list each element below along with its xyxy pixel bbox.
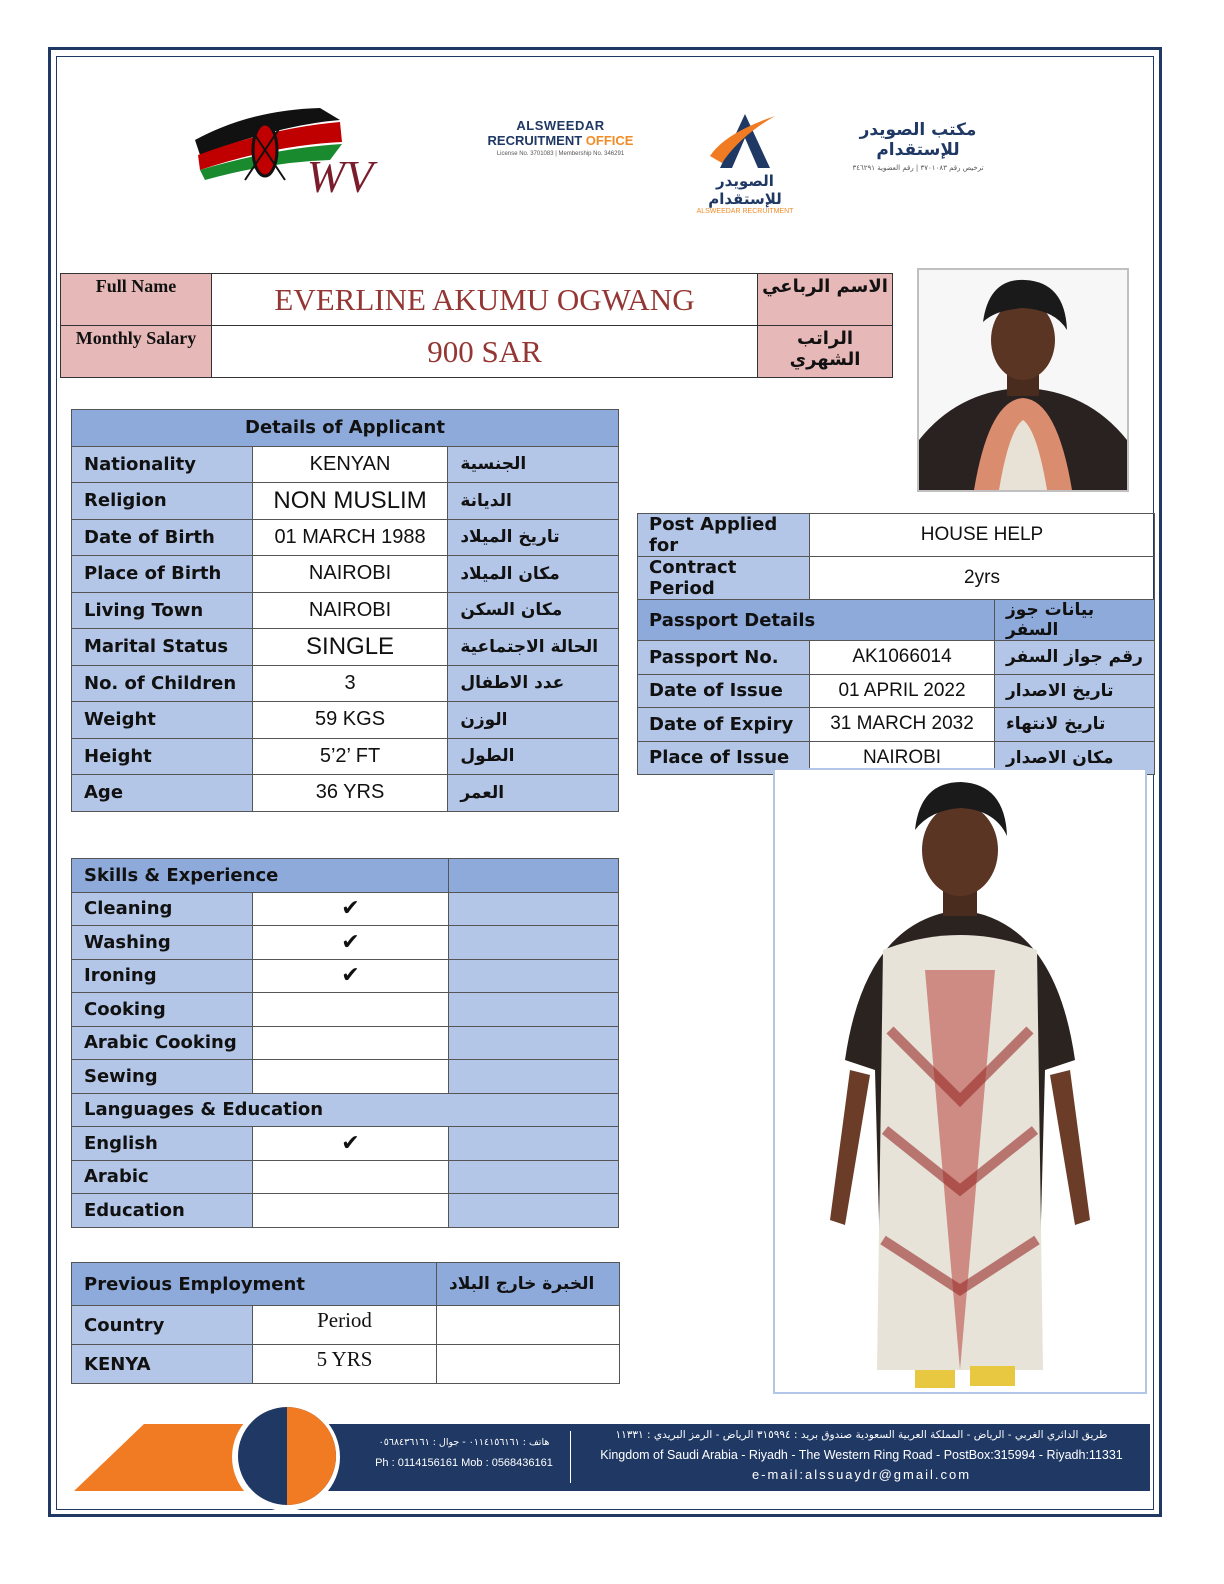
nationality-label: Nationality: [72, 446, 253, 483]
table-row: [72, 702, 619, 739]
marital-status-label: Marital Status: [72, 629, 253, 666]
previous-employment-table: [71, 1262, 620, 1384]
skills-title: Skills & Experience: [72, 859, 449, 893]
weight-label: Weight: [72, 702, 253, 739]
skill-arabic-cooking-check-icon: [253, 1026, 449, 1060]
footer-address-ar: طريق الدائري الغربي - الرياض - المملكة العربية السعودية صندوق بريد : ٣١٥٩٩٤ الرياض - الرمز البريدي : ١١٣٣١: [615, 1429, 1108, 1441]
table-row: [72, 892, 619, 926]
religion-label: Religion: [72, 483, 253, 520]
full-name-value: EVERLINE AKUMU OGWANG: [212, 274, 758, 326]
skill-washing-label: Washing: [72, 926, 253, 960]
footer-phone: [364, 1433, 564, 1473]
place-of-birth-value: NAIROBI: [252, 556, 448, 593]
monthly-salary-label-ar: الراتب الشهري: [758, 326, 893, 378]
age-value: 36 YRS: [252, 775, 448, 812]
table-row: [72, 1160, 619, 1194]
table-row: [72, 592, 619, 629]
country-label: Country: [72, 1306, 253, 1345]
children-label-ar: عدد الاطفال: [448, 665, 619, 702]
footer-phone-ar: هاتف : ٠١١٤١٥٦١٦١ - جوال : ٠٥٦٨٤٣٦١٦١: [378, 1437, 550, 1448]
table-row: [638, 557, 1155, 600]
date-of-issue-label-ar: تاريخ الاصدار: [995, 674, 1155, 708]
table-row: [72, 1306, 620, 1345]
dob-label-ar: تاريخ الميلاد: [448, 519, 619, 556]
skill-sewing-check-icon: [253, 1060, 449, 1094]
passport-no-label: Passport No.: [638, 641, 810, 675]
date-of-expiry-label-ar: تاريخ لانتهاء: [995, 708, 1155, 742]
place-of-issue-label-ar: مكان الاصدار: [995, 741, 1155, 775]
skill-cleaning-label: Cleaning: [72, 892, 253, 926]
skill-arabic-cooking-blank: [449, 1026, 619, 1060]
previous-employment-title: Previous Employment: [72, 1263, 437, 1306]
date-of-issue-value: 01 APRIL 2022: [810, 674, 995, 708]
table-row: [72, 738, 619, 775]
alsweedar-a-logo: [680, 108, 810, 213]
passport-details-title-ar: بيانات جوز السفر: [995, 600, 1155, 641]
period-label: Period: [253, 1306, 437, 1345]
arabic-logo-license: ترخيص رقم ٣٧٠١٠٨٣ | رقم العضوية ٣٤٦٢٩١: [852, 164, 984, 172]
table-row: [72, 775, 619, 812]
skill-ironing-check-icon: ✔: [253, 959, 449, 993]
skill-cooking-blank: [449, 993, 619, 1027]
skills-table: [71, 858, 619, 1228]
skill-sewing-blank: [449, 1060, 619, 1094]
footer-address-en: Kingdom of Saudi Arabia - Riyadh - The Western Ring Road - PostBox:315994 - Riyadh:11331: [600, 1448, 1123, 1462]
education-check-icon: [253, 1194, 449, 1228]
age-label: Age: [72, 775, 253, 812]
a-logo-english: ALSWEEDAR RECRUITMENT: [696, 208, 794, 215]
weight-value: 59 KGS: [252, 702, 448, 739]
height-value: 5’2’ FT: [252, 738, 448, 775]
a-letter-icon: [680, 108, 810, 174]
contract-period-label: Contract Period: [638, 557, 810, 600]
place-of-birth-label-ar: مكان الميلاد: [448, 556, 619, 593]
age-label-ar: العمر: [448, 775, 619, 812]
contract-period-value: 2yrs: [810, 557, 1155, 600]
footer-banner: [74, 1403, 1150, 1493]
table-row: [638, 514, 1155, 557]
height-label-ar: الطول: [448, 738, 619, 775]
passport-no-value: AK1066014: [810, 641, 995, 675]
table-row: [72, 1194, 619, 1228]
table-row: [72, 1345, 620, 1384]
table-row: [638, 600, 1155, 641]
languages-title: Languages & Education: [72, 1093, 619, 1127]
lang-arabic-blank: [449, 1160, 619, 1194]
footer-phone-en: Ph : 0114156161 Mob : 0568436161: [375, 1457, 553, 1469]
skill-cooking-check-icon: [253, 993, 449, 1027]
alsweedar-office-logo: [478, 118, 643, 178]
table-row: [72, 519, 619, 556]
office-logo-recruitment: RECRUITMENT: [487, 133, 583, 148]
height-label: Height: [72, 738, 253, 775]
applicant-details-table: [71, 409, 619, 812]
post-passport-table: [637, 513, 1155, 775]
dob-label: Date of Birth: [72, 519, 253, 556]
living-town-label: Living Town: [72, 592, 253, 629]
lang-english-label: English: [72, 1127, 253, 1161]
footer-email-link[interactable]: e-mail:alssuaydr@gmail.com: [751, 1467, 972, 1482]
passport-details-title: Passport Details: [638, 600, 995, 641]
table-row: [638, 641, 1155, 675]
skill-ironing-label: Ironing: [72, 959, 253, 993]
details-title: Details of Applicant: [72, 410, 619, 447]
previous-employment-title-ar: الخبرة خارج البلاد: [437, 1263, 620, 1306]
table-row: [72, 926, 619, 960]
nationality-label-ar: الجنسية: [448, 446, 619, 483]
skills-title-blank: [449, 859, 619, 893]
table-row: [72, 1026, 619, 1060]
weight-label-ar: الوزن: [448, 702, 619, 739]
table-row: [638, 708, 1155, 742]
education-blank: [449, 1194, 619, 1228]
post-applied-value: HOUSE HELP: [810, 514, 1155, 557]
country-value: KENYA: [72, 1345, 253, 1384]
lang-arabic-check-icon: [253, 1160, 449, 1194]
place-of-issue-label: Place of Issue: [638, 741, 810, 775]
lang-english-check-icon: ✔: [253, 1127, 449, 1161]
footer-divider: [570, 1431, 571, 1483]
date-of-expiry-label: Date of Expiry: [638, 708, 810, 742]
skill-cooking-label: Cooking: [72, 993, 253, 1027]
lang-english-blank: [449, 1127, 619, 1161]
office-logo-license: License No. 3701083 | Membership No. 346291: [496, 151, 625, 157]
table-row: [72, 993, 619, 1027]
table-row: [638, 674, 1155, 708]
skill-sewing-label: Sewing: [72, 1060, 253, 1094]
name-salary-table: [60, 273, 893, 378]
skill-washing-blank: [449, 926, 619, 960]
applicant-portrait-photo: [917, 268, 1129, 492]
office-logo-office: OFFICE: [585, 133, 634, 148]
marital-status-value: SINGLE: [252, 629, 448, 666]
prev-blank-1: [437, 1306, 620, 1345]
footer-orange-corner: [74, 1424, 144, 1491]
children-value: 3: [252, 665, 448, 702]
living-town-label-ar: مكان السكن: [448, 592, 619, 629]
full-name-label: Full Name: [61, 274, 212, 326]
full-name-label-ar: الاسم الرباعي: [758, 274, 893, 326]
period-value: 5 YRS: [253, 1345, 437, 1384]
date-of-issue-label: Date of Issue: [638, 674, 810, 708]
footer-circle-icon: [238, 1407, 336, 1505]
table-row: [72, 959, 619, 993]
table-row: [72, 629, 619, 666]
dob-value: 01 MARCH 1988: [252, 519, 448, 556]
wv-logo-text: WV: [306, 151, 374, 202]
kenya-wv-logo: [190, 100, 405, 205]
education-label: Education: [72, 1194, 253, 1228]
arabic-logo-title: مكتب الصويدر للإستقدام: [859, 120, 977, 160]
religion-label-ar: الديانة: [448, 483, 619, 520]
a-logo-arabic: الصويدر للإستقدام: [708, 172, 782, 208]
footer-address: [579, 1425, 1144, 1485]
table-row: [72, 483, 619, 520]
table-row: [72, 1127, 619, 1161]
prev-blank-2: [437, 1345, 620, 1384]
skill-arabic-cooking-label: Arabic Cooking: [72, 1026, 253, 1060]
arabic-office-logo: [828, 120, 1008, 172]
office-logo-line1: ALSWEEDAR: [516, 118, 605, 133]
living-town-value: NAIROBI: [252, 592, 448, 629]
nationality-value: KENYAN: [252, 446, 448, 483]
skill-washing-check-icon: ✔: [253, 926, 449, 960]
monthly-salary-value: 900 SAR: [212, 326, 758, 378]
table-row: [72, 1060, 619, 1094]
date-of-expiry-value: 31 MARCH 2032: [810, 708, 995, 742]
table-row: [72, 446, 619, 483]
marital-status-label-ar: الحالة الاجتماعية: [448, 629, 619, 666]
skill-cleaning-blank: [449, 892, 619, 926]
passport-no-label-ar: رقم جواز السفر: [995, 641, 1155, 675]
table-row: [72, 556, 619, 593]
applicant-full-body-photo: [773, 768, 1147, 1394]
office-logo-line2: [478, 133, 643, 148]
skill-cleaning-check-icon: ✔: [253, 892, 449, 926]
table-row: [72, 665, 619, 702]
lang-arabic-label: Arabic: [72, 1160, 253, 1194]
place-of-issue-value: NAIROBI: [810, 741, 995, 775]
place-of-birth-label: Place of Birth: [72, 556, 253, 593]
skill-ironing-blank: [449, 959, 619, 993]
post-applied-label: Post Applied for: [638, 514, 810, 557]
monthly-salary-label: Monthly Salary: [61, 326, 212, 378]
religion-value: NON MUSLIM: [252, 483, 448, 520]
children-label: No. of Children: [72, 665, 253, 702]
